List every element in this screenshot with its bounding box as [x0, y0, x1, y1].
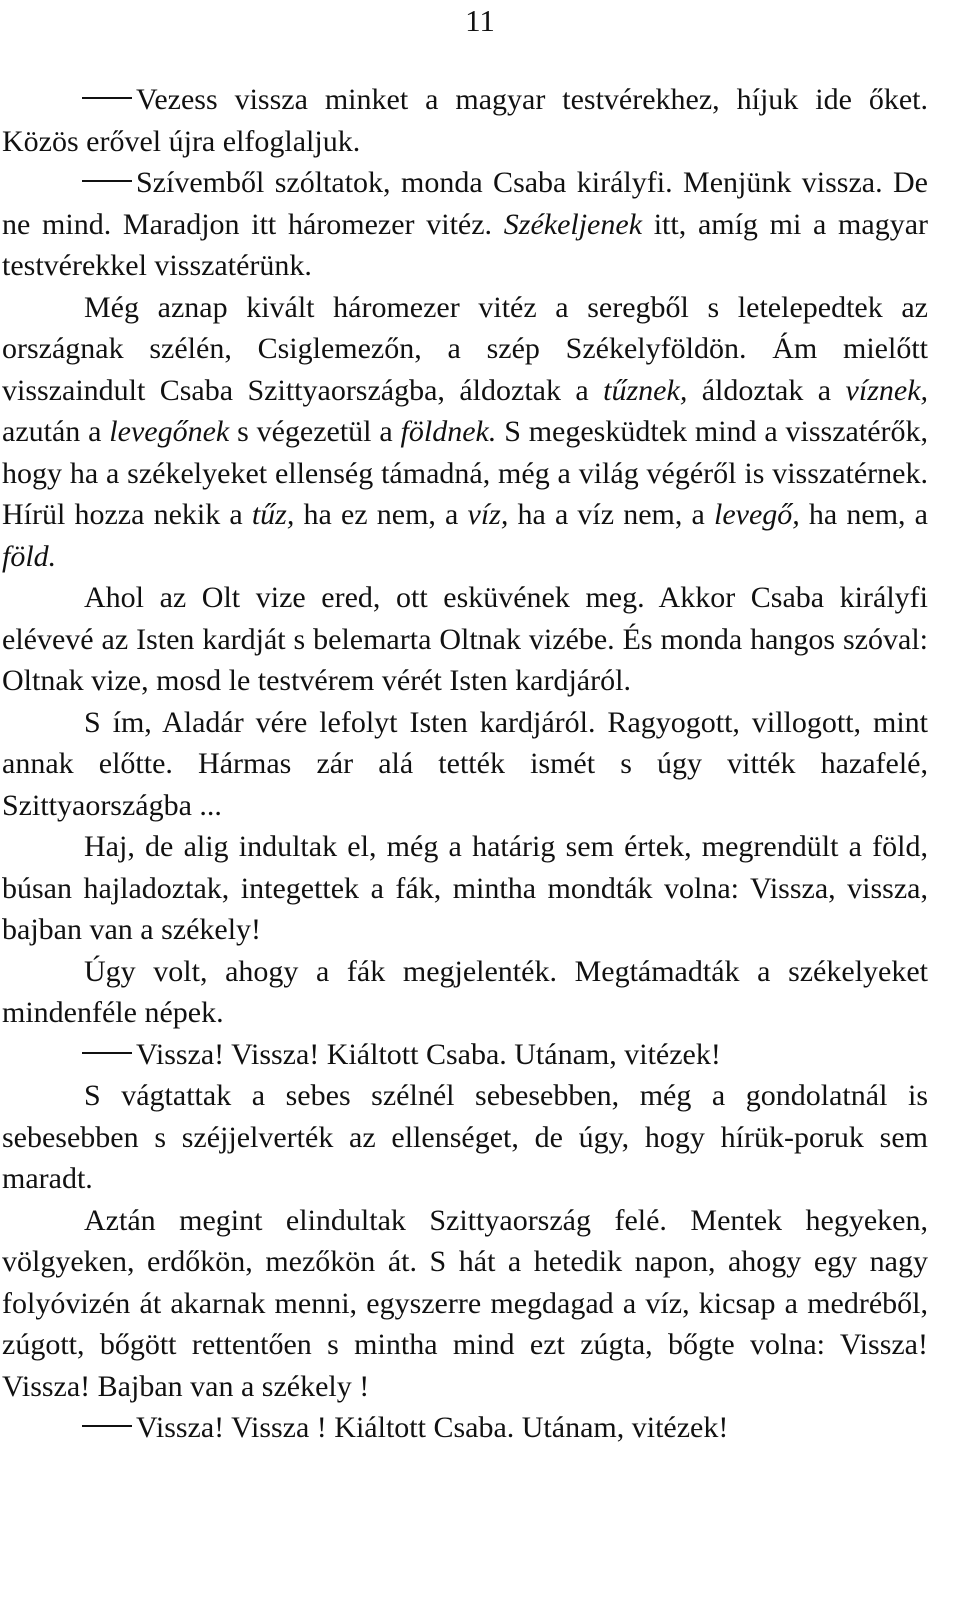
text-body: [2, 79, 928, 1449]
page-number: 11: [465, 3, 495, 38]
text-run: s végezetül a: [229, 415, 401, 448]
italic-text: tűz,: [251, 498, 295, 531]
italic-text: levegőnek: [109, 415, 230, 448]
text-run: S ím, Aladár vére lefolyt Isten kardjáról. Ragyogott, villogott, mint annak előtte. Hármas zár alá tették ismét s úgy vitték hazafelé, Szittyaországba ...: [2, 705, 928, 822]
dialog-paragraph: [2, 1407, 928, 1449]
text-run: Aztán megint elindultak Szittyaország felé. Mentek hegyeken, völgyeken, erdőkön, mezőkön át. S hát a hetedik napon, ahogy egy nagy folyóvizén át akarnak menni, egyszerre megdagad a víz, kicsap a medréből, zúgott, bőgött rettentően s mintha mind ezt zúgta, bőgte volna: Vissza! Vissza! Bajban van a székely !: [2, 1203, 928, 1403]
text-run: azután a: [2, 415, 110, 448]
text-run: áldoztak a: [687, 373, 846, 407]
text-paragraph: [2, 702, 928, 827]
text-paragraph: [2, 951, 928, 1034]
text-paragraph: [2, 1200, 928, 1408]
text-paragraph: [2, 287, 928, 578]
dialog-paragraph: [2, 1034, 928, 1076]
text-run: Még aznap kivált háromezer vitéz a seregből s letelepedtek az országnak szélén, Csiglemezőn, a szép Székelyföldön. Ám mielőtt visszaindult Csaba Szittyaországba, áldoztak a: [2, 290, 928, 407]
text-run: Úgy volt, ahogy a fák megjelenték. Megtámadták a székelyeket mindenféle népek.: [2, 954, 928, 1029]
italic-text: föld.: [2, 539, 57, 573]
text-run: S vágtattak a sebes szélnél sebesebben, még a gondolatnál is sebesebben s széjjelverték az ellenséget, de úgy, hogy hírük-poruk sem maradt.: [2, 1079, 928, 1195]
italic-text: víznek,: [845, 373, 929, 407]
italic-text: Székeljenek: [503, 207, 643, 241]
em-dash: [82, 97, 132, 99]
text-run: Szívemből szóltatok, monda Csaba királyfi. Menjünk vissza. De ne mind. Maradjon itt háromezer vitéz.: [2, 166, 928, 241]
text-run: Vissza! Vissza ! Kiáltott Csaba. Utánam, vitézek!: [136, 1411, 729, 1444]
text-run: Ahol az Olt vize ered, ott esküvének meg. Akkor Csaba királyfi elévevé az Isten kardját s belemarta Oltnak vizébe. És monda hangos szóval: Oltnak vize, mosd le testvérem vérét Isten kardjáról.: [2, 581, 928, 697]
em-dash: [82, 1052, 132, 1054]
text-run: Haj, de alig indultak el, még a határig sem értek, megrendült a föld, búsan hajladoztak, integettek a fák, mintha mondták volna: Vissza, vissza, bajban van a székely!: [2, 830, 928, 946]
em-dash: [82, 1425, 132, 1427]
text-paragraph: [2, 1075, 928, 1200]
italic-text: víz,: [467, 498, 509, 531]
text-run: itt, amíg mi a magyar testvérekkel visszatérünk.: [2, 207, 928, 282]
text-paragraph: [2, 826, 928, 951]
italic-text: földnek.: [400, 415, 497, 448]
italic-text: tűznek,: [603, 373, 688, 407]
text-paragraph: [2, 577, 928, 702]
text-run: Vissza! Vissza! Kiáltott Csaba. Utánam, vitézek!: [136, 1037, 721, 1071]
text-run: Vezess vissza minket a magyar testvérekhez, híjuk ide őket. Közös erővel újra elfoglaljuk.: [2, 83, 928, 158]
em-dash: [82, 180, 132, 182]
dialog-paragraph: [2, 79, 928, 162]
italic-text: levegő,: [713, 498, 800, 531]
text-run: S megesküdtek mind a visszatérők, hogy ha a székelyeket ellenség támadná, még a világ végéről is visszatérnek. Hírül hozza nekik a: [2, 415, 928, 531]
text-run: ha a víz nem, a: [508, 498, 714, 531]
text-run: ha nem, a: [799, 498, 928, 531]
dialog-paragraph: [2, 162, 928, 287]
text-run: ha ez nem, a: [294, 498, 468, 531]
